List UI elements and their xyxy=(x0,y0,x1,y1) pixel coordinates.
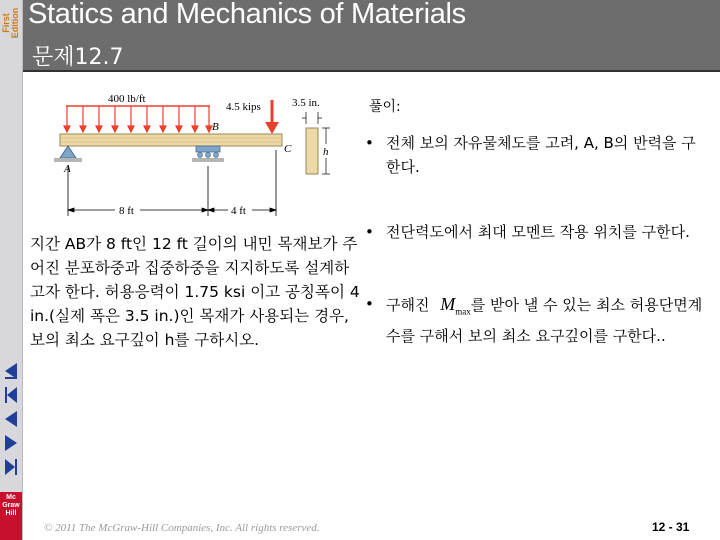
bullet-dot: • xyxy=(365,223,374,241)
solution-bullet-3 xyxy=(365,292,710,348)
edition-line-edition: Edition xyxy=(10,7,20,39)
point-load-arrow xyxy=(265,100,279,134)
solution-bullet-1 xyxy=(365,131,710,179)
bullet-dot: • xyxy=(365,295,374,313)
page-number: 12 - 31 xyxy=(652,520,690,534)
nav-first-icon[interactable] xyxy=(4,386,18,404)
dim-left-label: 8 ft xyxy=(119,205,134,217)
bullet-2-text: 전단력도에서 최대 모멘트 작용 위치를 구한다. xyxy=(386,223,690,241)
bullet-1-text: 전체 보의 자유물체도를 고려, A, B의 반력을 구한다. xyxy=(386,134,696,176)
cross-section xyxy=(302,112,330,174)
nav-prev-icon[interactable] xyxy=(4,410,18,428)
point-load-label: 4.5 kips xyxy=(226,101,261,113)
section-width-label: 3.5 in. xyxy=(292,97,320,109)
label-h: h xyxy=(323,146,329,158)
slide-subtitle: 문제12.7 xyxy=(32,45,124,70)
m-max-symbol xyxy=(440,294,471,317)
nav-last-icon[interactable] xyxy=(4,458,18,476)
support-a xyxy=(54,146,82,162)
mcgraw-hill-logo xyxy=(0,492,22,540)
nav-home-icon[interactable] xyxy=(4,362,18,380)
dim-right-label: 4 ft xyxy=(231,205,246,217)
distributed-load-label: 400 lb/ft xyxy=(108,93,146,105)
solution-bullet-2 xyxy=(365,220,710,244)
max-subscript: max xyxy=(455,306,471,317)
bullet-dot: • xyxy=(365,134,374,152)
nav-next-icon[interactable] xyxy=(4,434,18,452)
slide-title: Statics and Mechanics of Materials xyxy=(28,0,466,30)
problem-statement: 지간 AB가 8 ft인 12 ft 길이의 내민 목재보가 주어진 분포하중과 집중하중을 지지하도록 설계하고자 한다. 허용응력이 1.75 ksi 이고 공칭폭이 4 in.(실제 폭은 3.5 in.)인 목재가 사용되는 경우, 보의 최소 요구깊이 h를 구하시오. xyxy=(30,235,360,349)
label-b: B xyxy=(212,121,219,133)
edition-stamp xyxy=(1,0,21,46)
beam-diagram xyxy=(40,88,340,224)
header-divider xyxy=(23,70,720,72)
publisher-hill: Hill xyxy=(5,510,17,517)
solution-label: 풀이: xyxy=(369,99,401,115)
label-a: A xyxy=(64,163,71,175)
distributed-load-arrows xyxy=(64,106,212,132)
header-bar xyxy=(23,0,720,70)
beam xyxy=(60,134,282,146)
sidebar xyxy=(0,0,23,540)
m-symbol: M xyxy=(440,294,456,314)
publisher-graw: Graw xyxy=(2,502,20,509)
publisher-mc: Mc xyxy=(6,494,16,501)
edition-line-first: First xyxy=(1,13,11,33)
footer-copyright: © 2011 The McGraw-Hill Companies, Inc. All rights reserved. xyxy=(44,522,320,534)
bullet-3-prefix: 구해진 xyxy=(386,296,430,314)
label-c: C xyxy=(284,143,292,155)
bullet-3-suffix: 를 받아 낼 수 있는 최소 허용단면계수를 구해서 보의 최소 요구깊이를 구한다.. xyxy=(386,296,703,345)
bullet-3-text xyxy=(386,292,710,348)
support-b xyxy=(192,146,224,162)
